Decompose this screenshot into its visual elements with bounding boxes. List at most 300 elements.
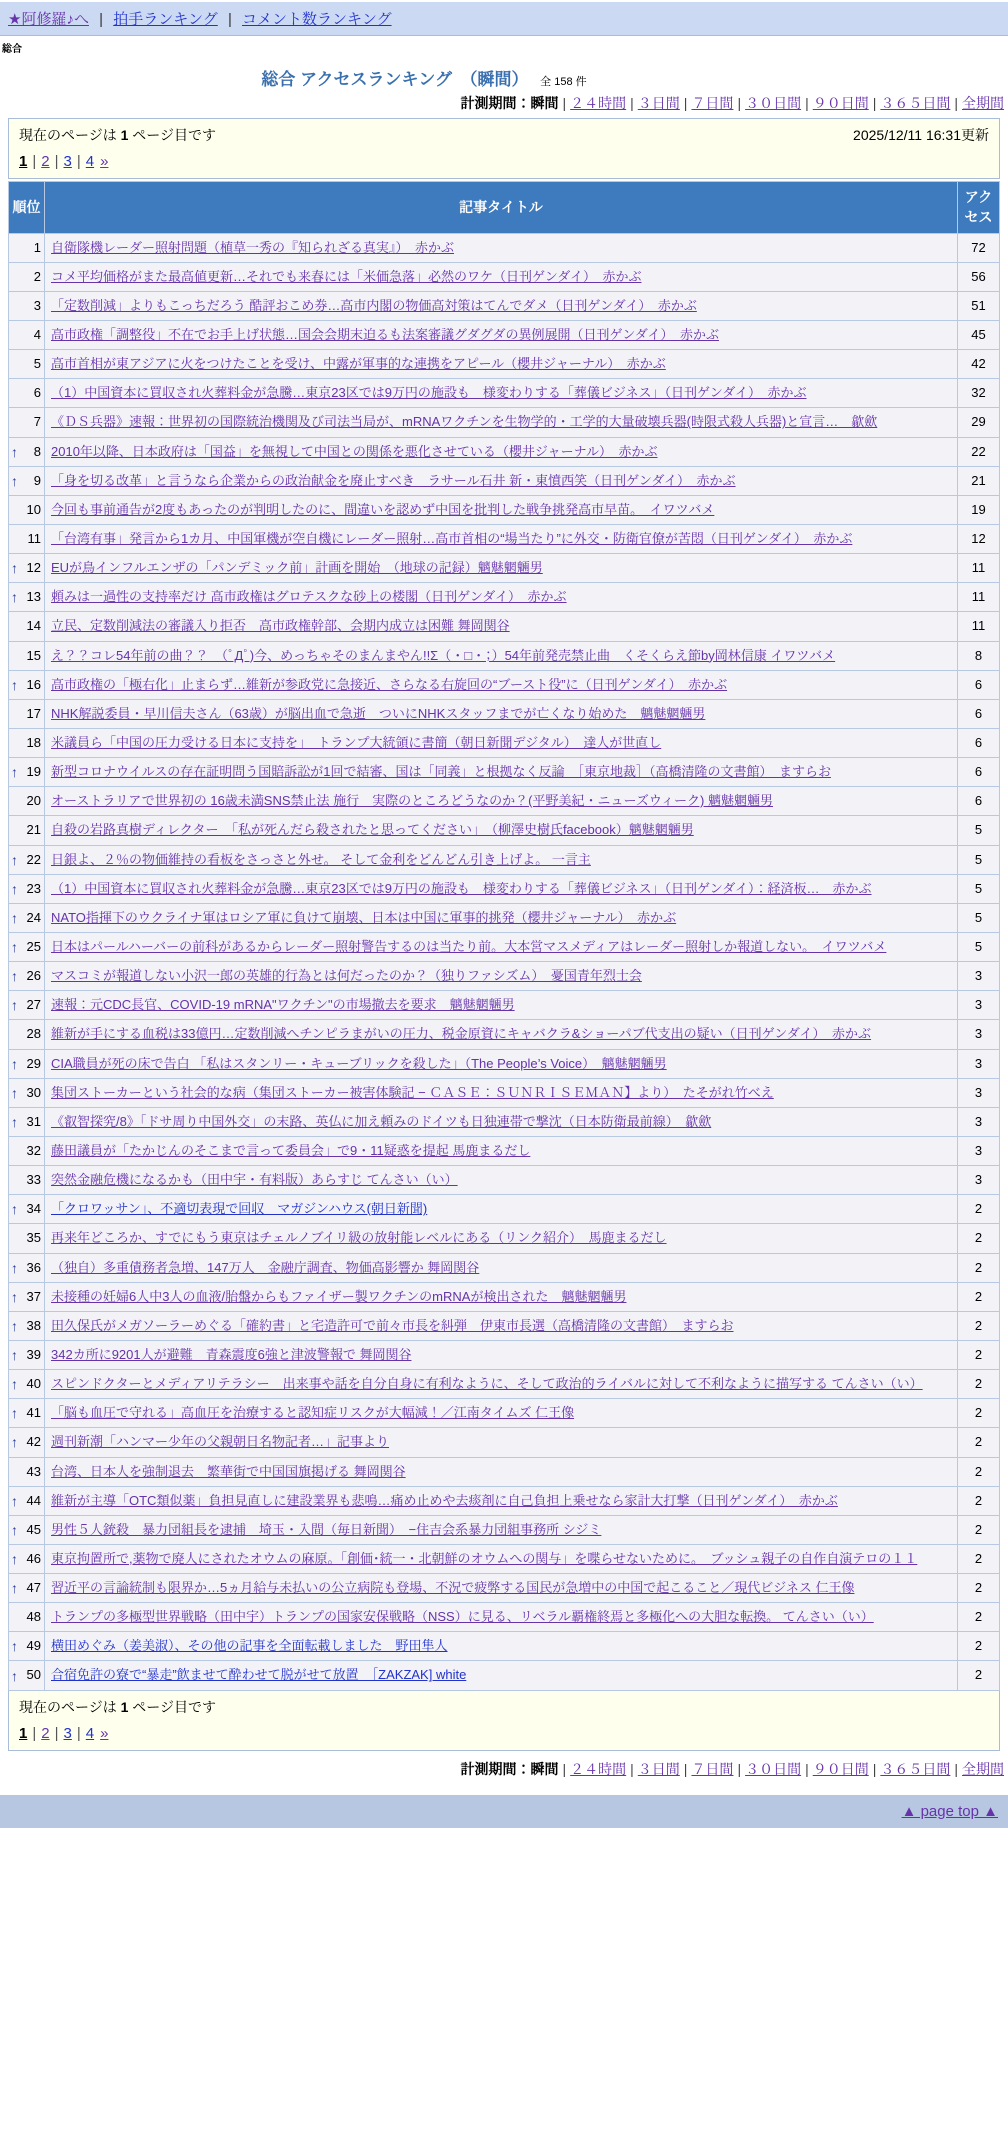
article-title-cell — [45, 932, 958, 961]
rank-number: 9 — [33, 472, 41, 488]
rank-number: 2 — [33, 268, 41, 284]
article-link[interactable]: 自衛隊機レーダー照射問題（植草一秀の『知られざる真実』） 赤かぶ — [51, 239, 455, 255]
current-page-number: 1 — [120, 127, 129, 143]
article-title-cell — [45, 787, 958, 816]
article-title-cell — [45, 291, 958, 320]
article-title-cell — [45, 466, 958, 495]
rank-number: 38 — [26, 1317, 41, 1333]
period-separator: | — [954, 95, 958, 111]
rank-cell — [9, 1224, 45, 1253]
article-link[interactable]: 「クロワッサン」、不適切表現で回収 マガジンハウス(朝日新聞) — [51, 1201, 428, 1217]
article-link[interactable]: （独自）多重債務者急増、147万人 金融庁調査、物価高影響か 舞岡関谷 — [51, 1259, 480, 1275]
article-link[interactable]: スピンドクターとメディアリテラシー 出来事や話を自分自身に有利なように、そして政治的ライバルに対して不利なように描写する てんさい（い） — [51, 1376, 923, 1392]
pagination-page-link[interactable]: 2 — [41, 1724, 50, 1742]
article-title-cell — [45, 845, 958, 874]
rank-cell — [9, 903, 45, 932]
access-count-cell: 3 — [958, 1166, 1000, 1195]
article-title-cell — [45, 1515, 958, 1544]
page-title-wrap — [0, 65, 848, 90]
article-title-cell — [45, 1632, 958, 1661]
rank-number: 25 — [26, 938, 41, 954]
rank-number: 13 — [26, 589, 41, 605]
access-count-cell: 6 — [958, 758, 1000, 787]
article-link[interactable]: 維新が手にする血税は33億円…定数削減へチンピラまがいの圧力、税金原資にキャバクラ&ショーパブ代支出の疑い（日刊ゲンダイ） 赤かぶ — [51, 1026, 872, 1042]
article-link[interactable]: 台湾、日本人を強制退去 繁華街で中国国旗掲げる 舞岡関谷 — [51, 1463, 406, 1479]
article-link[interactable]: 頼みは一過性の支持率だけ 高市政権はグロテスクな砂上の楼閣（日刊ゲンダイ） 赤かぶ — [51, 589, 567, 605]
rank-up-arrow-icon: ↑ — [11, 1259, 18, 1276]
rank-number: 35 — [26, 1230, 41, 1246]
table-row — [9, 903, 1000, 932]
article-title-cell — [45, 495, 958, 524]
access-count-cell: 56 — [958, 262, 1000, 291]
period-current: 瞬間 — [530, 1760, 559, 1777]
table-row — [9, 1049, 1000, 1078]
rank-up-arrow-icon: ↑ — [11, 851, 18, 868]
table-row — [9, 1282, 1000, 1311]
period-link[interactable]: ３６５日間 — [880, 1760, 951, 1777]
table-row — [9, 1340, 1000, 1369]
article-link[interactable]: 日銀よ、２％の物価維持の看板をさっさと外せ。 そして金利をどんどん引き上げよ。 一言主 — [51, 851, 591, 867]
rank-cell — [9, 291, 45, 320]
article-title-cell — [45, 262, 958, 291]
article-title-cell — [45, 1603, 958, 1632]
table-row — [9, 1253, 1000, 1282]
period-link[interactable]: ２４時間 — [570, 1760, 627, 1777]
table-row — [9, 1603, 1000, 1632]
table-row — [9, 1574, 1000, 1603]
table-row — [9, 233, 1000, 262]
rank-number: 7 — [33, 414, 41, 430]
article-link[interactable]: 米議員ら「中国の圧力受ける日本に支持を」 トランプ大統領に書簡（朝日新聞デジタル） 達人が世直し — [51, 734, 662, 750]
table-row — [9, 787, 1000, 816]
article-link[interactable]: え？？コレ54年前の曲？？ （ﾟДﾟ)今、めっちゃそのまんまやん!!Σ（・□・；）54年前発売禁止曲 くそくらえ節by岡林信康 イワツバメ — [51, 647, 836, 663]
article-title-cell — [45, 1195, 958, 1224]
page-top-link[interactable]: ▲ page top ▲ — [901, 1802, 998, 1820]
access-count-cell: 5 — [958, 816, 1000, 845]
rank-number: 24 — [26, 909, 41, 925]
table-row — [9, 1166, 1000, 1195]
period-selector-bottom — [0, 1759, 1004, 1779]
pagination-page-link[interactable]: 3 — [63, 153, 72, 170]
article-title-cell — [45, 641, 958, 670]
article-link[interactable]: （1）中国資本に買収され火葬料金が急騰…東京23区では9万円の施設も 様変わりする「葬儀ビジネス」（日刊ゲンダイ）：経済板… 赤かぶ — [51, 880, 872, 896]
article-link[interactable]: コメ平均価格がまた最高値更新…それでも来春には「米価急落」必然のワケ（日刊ゲンダイ） 赤かぶ — [51, 268, 642, 284]
access-count-cell: 3 — [958, 962, 1000, 991]
rank-cell — [9, 641, 45, 670]
rank-cell — [9, 1282, 45, 1311]
table-row — [9, 1195, 1000, 1224]
access-count-cell: 29 — [958, 408, 1000, 437]
access-count-cell: 3 — [958, 1049, 1000, 1078]
rank-up-arrow-icon: ↑ — [11, 1201, 18, 1218]
access-count-cell: 2 — [958, 1195, 1000, 1224]
article-link[interactable]: 「定数削減」よりもこっちだろう 酷評おこめ券…高市内閣の物価高対策はてんでダメ（日刊ゲンダイ） 赤かぶ — [51, 297, 697, 313]
access-count-cell: 11 — [958, 583, 1000, 612]
article-link[interactable]: 藤田議員が「たかじんのそこまで言って委員会」で9・11疑惑を提起 馬鹿まるだし — [51, 1142, 531, 1158]
rank-number: 43 — [26, 1463, 41, 1479]
period-separator: | — [737, 95, 742, 111]
article-link[interactable]: CIA職員が死の床で告白 「私はスタンリー・キューブリックを殺した」（The People’s Voice） 魑魅魍魎男 — [51, 1055, 667, 1071]
article-title-cell — [45, 816, 958, 845]
period-link[interactable]: ７日間 — [691, 95, 734, 111]
article-title-cell — [45, 670, 958, 699]
article-title-cell — [45, 962, 958, 991]
rank-up-arrow-icon: ↑ — [11, 589, 18, 606]
access-count-cell: 6 — [958, 787, 1000, 816]
rank-cell — [9, 437, 45, 466]
current-page-text: 現在のページは 1 ページ目です — [19, 1698, 217, 1715]
rank-cell — [9, 991, 45, 1020]
article-link[interactable]: 横田めぐみ（姜美淑）、その他の記事を全面転載しました 野田隼人 — [51, 1638, 448, 1654]
total-count: 全 158 件 — [540, 76, 587, 88]
rank-cell — [9, 1107, 45, 1136]
article-title-cell — [45, 1311, 958, 1340]
rank-up-arrow-icon: ↑ — [11, 1084, 18, 1101]
access-count-cell: 6 — [958, 699, 1000, 728]
table-row — [9, 1661, 1000, 1690]
access-count-cell: 2 — [958, 1340, 1000, 1369]
article-link[interactable]: 田久保氏がメガソーラーめぐる「確約書」と宅造許可で前々市長を糾弾 伊東市長選（高橋清隆の文書館） ますらお — [51, 1317, 734, 1333]
table-row — [9, 495, 1000, 524]
rank-up-arrow-icon: ↑ — [11, 1113, 18, 1130]
rank-number: 12 — [26, 560, 41, 576]
table-row — [9, 1515, 1000, 1544]
rank-number: 27 — [26, 997, 41, 1013]
access-count-cell: 5 — [958, 874, 1000, 903]
article-title-cell — [45, 728, 958, 757]
rank-up-arrow-icon: ↑ — [11, 1288, 18, 1305]
article-title-cell — [45, 525, 958, 554]
rank-number: 32 — [26, 1142, 41, 1158]
article-link[interactable]: 東京拘置所で,薬物で廃人にされたオウムの麻原。「創価･統一・北朝鮮のオウムへの関与」を喋らせないために。 ブッシュ親子の自作自演テロの１１ — [51, 1550, 918, 1566]
rank-number: 8 — [33, 443, 41, 459]
table-row — [9, 758, 1000, 787]
article-title-cell — [45, 758, 958, 787]
table-row — [9, 379, 1000, 408]
article-link[interactable]: （1）中国資本に買収され火葬料金が急騰…東京23区では9万円の施設も 様変わりする「葬儀ビジネス」（日刊ゲンダイ） 赤かぶ — [51, 385, 807, 401]
table-row — [9, 1544, 1000, 1573]
period-link[interactable]: ３６５日間 — [880, 95, 951, 111]
article-link[interactable]: NHK解説委員・早川信夫さん（63歳）が脳出血で急逝 ついにNHKスタッフまでが亡くなり始めた 魑魅魍魎男 — [51, 705, 706, 721]
rank-cell — [9, 1311, 45, 1340]
rank-up-arrow-icon: ↑ — [11, 1550, 18, 1567]
period-link[interactable]: ７日間 — [691, 1760, 734, 1777]
table-row — [9, 845, 1000, 874]
period-link[interactable]: 全期間 — [962, 95, 1004, 111]
table-row — [9, 291, 1000, 320]
rank-cell — [9, 962, 45, 991]
article-link[interactable]: 再来年どころか、すでにもう東京はチェルノブイリ級の放射能レベルにある（リンク紹介） 馬鹿まるだし — [51, 1230, 667, 1246]
nav-link-asyura-home[interactable]: ★阿修羅♪へ — [8, 11, 89, 28]
access-count-cell: 2 — [958, 1282, 1000, 1311]
rank-number: 19 — [26, 764, 41, 780]
article-link[interactable]: 日本はパールハーバーの前科があるからレーダー照射警告するのは当たり前。大本営マスメディアはレーダー照射しか報道しない。 イワツバメ — [51, 938, 887, 954]
article-link[interactable]: EUが鳥インフルエンザの「パンデミック前」計画を開始 （地球の記録）魑魅魍魎男 — [51, 560, 543, 576]
article-link[interactable]: 342カ所に9201人が避難 青森震度6強と津波警報で 舞岡関谷 — [51, 1346, 412, 1362]
rank-cell — [9, 466, 45, 495]
table-row — [9, 466, 1000, 495]
rank-up-arrow-icon: ↑ — [11, 1347, 18, 1363]
rank-up-arrow-icon: ↑ — [11, 443, 18, 460]
table-row — [9, 1399, 1000, 1428]
pagination-separator: | — [76, 153, 81, 170]
period-link[interactable]: 全期間 — [962, 1760, 1004, 1777]
article-title-cell — [45, 1107, 958, 1136]
access-count-cell: 2 — [958, 1632, 1000, 1661]
period-link[interactable]: ９０日間 — [812, 95, 869, 111]
nav-link-comment-ranking[interactable]: コメント数ランキング — [242, 11, 392, 28]
article-title-cell — [45, 233, 958, 262]
rank-up-arrow-icon: ↑ — [11, 1405, 18, 1422]
rank-cell — [9, 1457, 45, 1486]
nav-link-clap-ranking[interactable]: 拍手ランキング — [113, 11, 218, 28]
article-title-cell — [45, 1340, 958, 1369]
article-title-cell — [45, 1370, 958, 1399]
pagination-page-link[interactable]: 4 — [85, 153, 95, 170]
table-row — [9, 408, 1000, 437]
table-row — [9, 1107, 1000, 1136]
access-count-cell: 3 — [958, 1136, 1000, 1165]
article-link[interactable]: 高市政権「調整役」不在でお手上げ状態…国会会期末迫るも法案審議グダグダの異例展開（日刊ゲンダイ） 赤かぶ — [51, 327, 719, 343]
table-header-row — [9, 182, 1000, 234]
period-separator: | — [630, 1760, 634, 1777]
article-link[interactable]: オーストラリアで世界初の 16歳未満SNS禁止法 施行 実際のところどうなのか？(平野美紀・ニューズウィーク) 魑魅魍魎男 — [51, 793, 773, 809]
rank-cell — [9, 525, 45, 554]
article-title-cell — [45, 1166, 958, 1195]
article-title-cell — [45, 583, 958, 612]
period-link[interactable]: ２４時間 — [570, 95, 627, 111]
article-title-cell — [45, 1486, 958, 1515]
period-separator: | — [954, 1760, 958, 1777]
pagination-page-link[interactable]: 4 — [85, 1724, 95, 1742]
period-link[interactable]: ３日間 — [637, 1760, 680, 1777]
rank-number: 34 — [26, 1201, 41, 1217]
article-link[interactable]: 今回も事前通告が2度もあったのが判明したのに、間違いを認めず中国を批判した戦争挑発高市早苗。 イワツバメ — [51, 501, 715, 517]
rank-number: 20 — [26, 793, 41, 809]
rank-up-arrow-icon: ↑ — [11, 1376, 18, 1393]
rank-up-arrow-icon: ↑ — [11, 1055, 18, 1072]
article-link[interactable]: 2010年以降、日本政府は「国益」を無視して中国との関係を悪化させている（櫻井ジャーナル） 赤かぶ — [51, 443, 658, 459]
table-row — [9, 1224, 1000, 1253]
table-row — [9, 437, 1000, 466]
period-separator: | — [805, 1760, 809, 1777]
article-link[interactable]: 高市政権の「極右化」止まらず…維新が参政党に急接近、さらなる右旋回の“ブースト役”に（日刊ゲンダイ） 赤かぶ — [51, 676, 728, 692]
rank-cell — [9, 1399, 45, 1428]
rank-cell — [9, 1515, 45, 1544]
rank-number: 42 — [26, 1434, 41, 1450]
period-link[interactable]: ９０日間 — [812, 1760, 869, 1777]
rank-number: 29 — [26, 1055, 41, 1071]
article-title-cell — [45, 321, 958, 350]
article-title-cell — [45, 1428, 958, 1457]
period-separator: | — [737, 1760, 742, 1777]
page-title: 総合 アクセスランキング （瞬間） — [261, 70, 529, 89]
table-row — [9, 1136, 1000, 1165]
page-info-box-top — [8, 118, 1000, 179]
period-selector-top — [0, 93, 1004, 113]
table-row — [9, 554, 1000, 583]
rank-number: 15 — [26, 647, 41, 663]
article-link[interactable]: 習近平の言論統制も限界か…5ヵ月給与未払いの公立病院も登場、不況で疲弊する国民が急増中の中国で起こること／現代ビジネス 仁王像 — [51, 1580, 855, 1596]
table-row — [9, 1020, 1000, 1049]
rank-up-arrow-icon: ↑ — [11, 1667, 18, 1684]
article-link[interactable]: 高市首相が東アジアに火をつけたことを受け、中露が軍事的な連携をアピール（櫻井ジャーナル） 赤かぶ — [51, 356, 666, 372]
current-page-text: 現在のページは 1 ページ目です — [19, 127, 217, 143]
period-separator: | — [872, 1760, 877, 1777]
table-row — [9, 525, 1000, 554]
rank-cell — [9, 1574, 45, 1603]
rank-number: 23 — [26, 880, 41, 896]
period-link[interactable]: ３日間 — [637, 95, 680, 111]
pagination-separator: | — [76, 1724, 81, 1742]
article-title-cell — [45, 1574, 958, 1603]
period-separator: | — [872, 95, 877, 111]
article-link[interactable]: 立民、定数削減法の審議入り拒否 高市政権幹部、会期内成立は困難 舞岡関谷 — [51, 618, 510, 634]
access-count-cell: 3 — [958, 1107, 1000, 1136]
rank-number: 6 — [33, 385, 41, 401]
article-title-cell — [45, 1224, 958, 1253]
article-title-cell — [45, 1544, 958, 1573]
rank-number: 3 — [33, 297, 41, 313]
period-current: 瞬間 — [530, 95, 559, 111]
access-count-cell: 2 — [958, 1515, 1000, 1544]
rank-cell — [9, 1632, 45, 1661]
pagination-next-link[interactable]: » — [100, 1724, 109, 1742]
article-link[interactable]: 維新が主導「OTC類似薬」負担見直しに建設業界も悲鳴…痛め止めや去痰剤に自己負担上乗せなら家計大打撃（日刊ゲンダイ） 赤かぶ — [51, 1492, 838, 1508]
rank-cell — [9, 1078, 45, 1107]
access-count-cell: 2 — [958, 1370, 1000, 1399]
article-link[interactable]: 「脳も血圧で守れる」高血圧を治療すると認知症リスクが大幅減！／江南タイムズ 仁王像 — [51, 1405, 575, 1421]
rank-cell — [9, 350, 45, 379]
table-row — [9, 932, 1000, 961]
article-title-cell — [45, 350, 958, 379]
rank-number: 28 — [26, 1026, 41, 1042]
rank-cell — [9, 1020, 45, 1049]
article-link[interactable]: 集団ストーカーという社会的な病（集団ストーカー被害体験記 − ＣＡＳＥ：ＳＵＮＲＩＳＥＭＡＮ】より） たそがれ竹べえ — [51, 1084, 774, 1100]
pagination-page-link[interactable]: 3 — [63, 1724, 72, 1742]
article-title-cell — [45, 1399, 958, 1428]
pagination-page-link[interactable]: 2 — [41, 153, 50, 170]
access-count-cell: 5 — [958, 845, 1000, 874]
pagination-next-link[interactable]: » — [100, 153, 109, 170]
period-link[interactable]: ３０日間 — [745, 95, 802, 111]
article-title-cell — [45, 1661, 958, 1690]
access-count-cell: 3 — [958, 991, 1000, 1020]
table-row — [9, 583, 1000, 612]
rank-number: 41 — [26, 1405, 41, 1421]
article-title-cell — [45, 612, 958, 641]
article-link[interactable]: 男性５人銃殺 暴力団組長を逮捕 埼玉・入間（毎日新聞） −住吉会系暴力団組事務所 シジミ — [51, 1521, 602, 1537]
nav-separator: | — [227, 11, 232, 28]
access-count-cell: 2 — [958, 1311, 1000, 1340]
rank-cell — [9, 816, 45, 845]
rank-cell — [9, 1166, 45, 1195]
pagination-separator: | — [32, 153, 37, 170]
access-count-cell: 2 — [958, 1661, 1000, 1690]
rank-cell — [9, 874, 45, 903]
article-link[interactable]: 「身を切る改革」と言うなら企業からの政治献金を廃止すべき ラサール石井 新・東憤西笑（日刊ゲンダイ） 赤かぶ — [51, 472, 736, 488]
access-count-cell: 5 — [958, 932, 1000, 961]
access-count-cell: 6 — [958, 728, 1000, 757]
article-link[interactable]: NATO指揮下のウクライナ軍はロシア軍に負けて崩壊、日本は中国に軍事的挑発（櫻井ジャーナル） 赤かぶ — [51, 909, 677, 925]
article-link[interactable]: トランプの多極型世界戦略（田中宇）トランプの国家安保戦略（NSS）に見る、リベラル覇権終焉と多極化への大胆な転換。 てんさい（い） — [51, 1609, 874, 1625]
article-link[interactable]: 新型コロナウイルスの存在証明問う国賠訴訟が1回で結審、国は「同義」と根拠なく反論 ［東京地裁］（高橋清隆の文書館） ますらお — [51, 764, 831, 780]
rank-cell — [9, 1370, 45, 1399]
table-row — [9, 962, 1000, 991]
rank-cell — [9, 495, 45, 524]
rank-number: 40 — [26, 1376, 41, 1392]
rank-number: 21 — [26, 822, 41, 838]
article-link[interactable]: 「台湾有事」発言から1カ月、中国軍機が空自機にレーダー照射…高市首相の“場当たり”に外交・防衛官僚が苦悶（日刊ゲンダイ） 赤かぶ — [51, 531, 853, 546]
rank-cell — [9, 408, 45, 437]
rank-cell — [9, 758, 45, 787]
rank-number: 26 — [26, 968, 41, 984]
rank-up-arrow-icon: ↑ — [11, 1580, 18, 1597]
table-row — [9, 874, 1000, 903]
site-nav-bar — [0, 2, 1008, 36]
rank-cell — [9, 699, 45, 728]
table-row — [9, 1078, 1000, 1107]
table-row — [9, 1370, 1000, 1399]
page-info-box-bottom — [8, 1691, 1000, 1751]
article-link[interactable]: 未接種の妊婦6人中3人の血液/胎盤からもファイザー製ワクチンのmRNAが検出された 魑魅魍魎男 — [51, 1288, 627, 1304]
rank-number: 17 — [26, 705, 41, 721]
table-row — [9, 1632, 1000, 1661]
rank-number: 45 — [26, 1521, 41, 1537]
article-link[interactable]: マスコミが報道しない小沢一郎の英雄的行為とは何だったのか？（独りファシズム） 憂国青年烈士会 — [51, 968, 642, 984]
table-row — [9, 728, 1000, 757]
access-count-cell: 3 — [958, 1020, 1000, 1049]
pagination-bottom — [19, 1725, 989, 1742]
table-row — [9, 262, 1000, 291]
access-count-cell: 3 — [958, 1078, 1000, 1107]
bottom-whitespace — [0, 1828, 1008, 1884]
access-count-cell: 2 — [958, 1224, 1000, 1253]
article-title-cell — [45, 1020, 958, 1049]
access-count-cell: 2 — [958, 1457, 1000, 1486]
article-title-cell — [45, 379, 958, 408]
access-count-cell: 8 — [958, 641, 1000, 670]
article-link[interactable]: 突然金融危機になるかも（田中宇・有料版）あらすじ てんさい（い） — [51, 1172, 458, 1188]
period-link[interactable]: ３０日間 — [745, 1760, 802, 1777]
rank-cell — [9, 321, 45, 350]
rank-up-arrow-icon: ↑ — [11, 997, 18, 1014]
pagetop-bar — [0, 1795, 1008, 1828]
article-link[interactable]: 《叡智探究/8》「ドサ周り中国外交」の末路、英仏に加え頼みのドイツも日独連帯で撃沈（日本防衛最前線） 歙歛 — [51, 1113, 712, 1129]
pagination-separator: | — [54, 1724, 59, 1742]
article-link[interactable]: 《ＤＳ兵器》速報：世界初の国際統治機関及び司法当局が、mRNAワクチンを生物学的・工学的大量破壊兵器(時限式殺人兵器)と宣言… 歙歛 — [51, 414, 878, 430]
article-link[interactable]: 週刊新潮「ハンマー少年の父親朝日名物記者…」記事より — [51, 1434, 390, 1450]
rank-up-arrow-icon: ↑ — [11, 1434, 18, 1451]
rank-number: 1 — [33, 239, 41, 255]
rank-number: 44 — [26, 1492, 41, 1508]
article-link[interactable]: 合宿免許の寮で“暴走”飲ませて酔わせて脱がせて放置 ［ZAKZAK] white — [51, 1667, 467, 1683]
table-row — [9, 1486, 1000, 1515]
article-link[interactable]: 自殺の岩路真樹ディレクター 「私が死んだら殺されたと思ってください」 （柳澤史樹氏facebook）魑魅魍魎男 — [51, 822, 694, 838]
access-count-cell: 2 — [958, 1253, 1000, 1282]
article-link[interactable]: 速報：元CDC長官、COVID-19 mRNA"ワクチン"の市場撤去を要求 魑魅魍魎男 — [51, 997, 515, 1013]
rank-cell — [9, 612, 45, 641]
rank-number: 18 — [26, 734, 41, 750]
access-count-cell: 11 — [958, 612, 1000, 641]
table-row — [9, 816, 1000, 845]
rank-number: 48 — [26, 1609, 41, 1625]
rank-cell — [9, 932, 45, 961]
access-count-cell: 42 — [958, 350, 1000, 379]
access-count-cell: 11 — [958, 554, 1000, 583]
rank-up-arrow-icon: ↑ — [11, 880, 18, 897]
pagination-top — [19, 153, 989, 170]
